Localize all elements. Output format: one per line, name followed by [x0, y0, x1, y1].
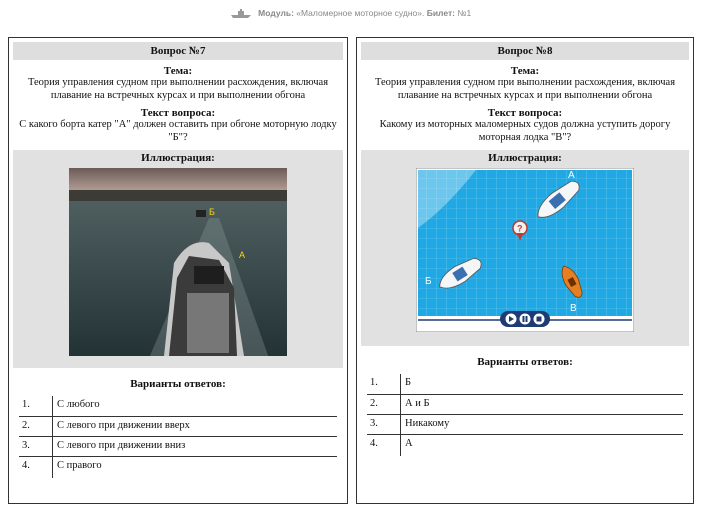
boat-label-b: Б — [425, 276, 432, 287]
boat-label-v: В — [570, 303, 577, 314]
answer-option[interactable] — [19, 416, 337, 436]
answer-text: С левого при движении вверх — [57, 419, 190, 431]
boat-label-b: Б — [209, 207, 215, 217]
answer-option[interactable] — [367, 374, 683, 394]
playback-controls[interactable] — [500, 311, 550, 327]
topic-label: Тема: — [510, 65, 540, 77]
answer-number: 2. — [367, 394, 401, 414]
question-text: Какому из моторных маломерных судов должна уступить дорогу моторная лодка "В"? — [379, 119, 671, 143]
answer-option[interactable] — [367, 394, 683, 414]
illustration-panel — [13, 150, 343, 368]
answer-option[interactable] — [367, 434, 683, 456]
boat-icon — [230, 9, 252, 19]
illustration-panel — [361, 150, 689, 346]
answer-option[interactable] — [367, 414, 683, 434]
answer-number: 4. — [19, 456, 53, 478]
illustration-label: Иллюстрация: — [488, 152, 562, 164]
topic-label: Тема: — [163, 65, 193, 77]
question-mark-label: ? — [517, 223, 523, 234]
ticket-label: Билет: — [426, 8, 455, 18]
question-card-8 — [356, 37, 694, 504]
illustration-label: Иллюстрация: — [141, 152, 215, 164]
question-label: Текст вопроса: — [140, 107, 216, 119]
question-title: Вопрос №7 — [13, 42, 343, 60]
answer-text: А и Б — [405, 397, 430, 409]
answer-option[interactable] — [19, 436, 337, 456]
answer-text: С любого — [57, 399, 100, 410]
answers-table — [367, 374, 683, 456]
question-title: Вопрос №8 — [361, 42, 689, 60]
answer-number: 1. — [367, 374, 401, 394]
answer-number: 3. — [19, 436, 53, 456]
module-label: Модуль: — [258, 8, 294, 18]
topic-text: Теория управления судном при выполнении расхождения, включая плавание на встречных курсах и при выполнении обгона — [27, 77, 329, 101]
ticket-number: №1 — [457, 8, 472, 18]
boat-label-a: А — [568, 170, 575, 181]
answers-label: Варианты ответов: — [130, 378, 226, 390]
boat-label-a: А — [239, 250, 246, 260]
page-header — [0, 8, 701, 26]
answer-option[interactable] — [19, 456, 337, 478]
right-of-way-illustration — [416, 168, 634, 332]
answer-text: С левого при движении вниз — [57, 439, 186, 451]
topic-text: Теория управления судном при выполнении расхождения, включая плавание на встречных курсах и при выполнении обгона — [374, 77, 676, 101]
answer-text: А — [405, 437, 413, 449]
answer-number: 2. — [19, 416, 53, 436]
answer-option[interactable] — [19, 396, 337, 416]
answer-text: Б — [405, 377, 412, 388]
answer-number: 3. — [367, 414, 401, 434]
answer-number: 1. — [19, 396, 53, 416]
answer-text: С правого — [57, 459, 102, 471]
question-card-7 — [8, 37, 348, 504]
module-name: «Маломерное моторное судно». — [296, 8, 425, 18]
answer-number: 4. — [367, 434, 401, 456]
question-text: С какого борта катер "А" должен оставить при обгоне моторную лодку "Б"? — [19, 119, 337, 143]
answer-text: Никакому — [405, 417, 450, 429]
answers-table — [19, 396, 337, 478]
answers-label: Варианты ответов: — [477, 356, 573, 368]
overtaking-boat-illustration — [69, 168, 287, 356]
question-label: Текст вопроса: — [487, 107, 563, 119]
